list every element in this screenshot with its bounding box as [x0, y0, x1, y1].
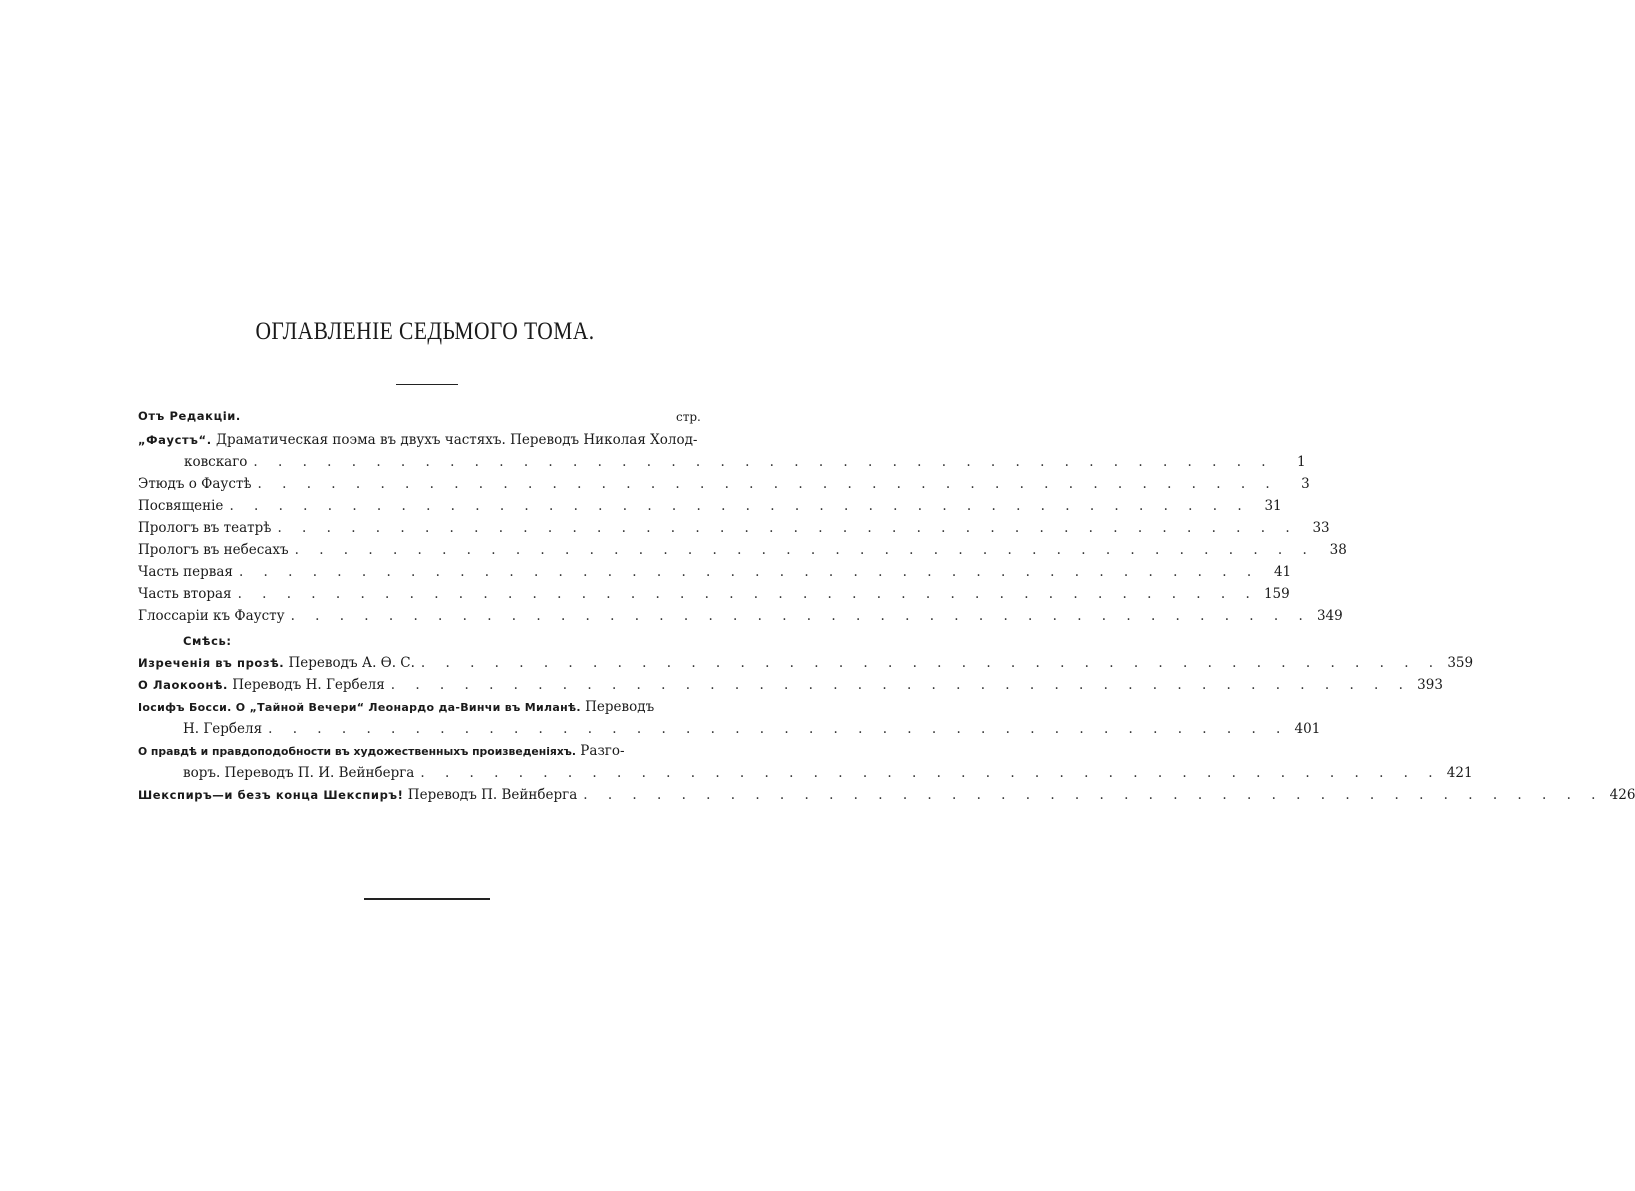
leader-dots: . . . . . . . . . . . . . . . . . . . . . . . . . . . . . . . . . . . . . . . . . .	[290, 608, 1311, 624]
toc-entry-title: Іосифъ Босси. О „Тайной Вечери“ Леонардо да-Винчи въ Миланѣ.	[138, 701, 581, 714]
leader-dots: . . . . . . . . . . . . . . . . . . . . . . . . . . . . . . . . . . . . . . . . . .	[420, 765, 1441, 781]
toc-entry-page: 359	[1447, 655, 1474, 671]
toc-entry-translator: Переводъ П. Вейнберга	[403, 787, 578, 803]
toc-entry[interactable]	[138, 473, 1310, 495]
toc-entry-faust-title: „Фаустъ“.	[138, 433, 212, 447]
leader-dots: . . . . . . . . . . . . . . . . . . . . . . . . . . . . . . . . . . . . . . . . . .	[420, 655, 1442, 671]
leader-dots: . . . . . . . . . . . . . . . . . . . . . . . . . . . . . . . . . . . . . . . . . .	[277, 520, 1298, 536]
toc-entry-page: 41	[1273, 564, 1292, 580]
toc-entry-page: 401	[1294, 721, 1321, 737]
toc-entry-label: Посвященіе	[138, 498, 224, 514]
page-column-label: стр.	[676, 410, 701, 424]
toc-entry-page: 33	[1312, 520, 1330, 536]
toc-entry-label: ковскаго	[184, 454, 248, 470]
toc-entry[interactable]	[138, 539, 1347, 561]
toc-entry[interactable]	[138, 517, 1330, 539]
toc-entry[interactable]	[138, 583, 1290, 605]
toc-entry-page: 159	[1263, 586, 1290, 602]
toc-entry-title: О Лаокоонѣ.	[138, 678, 228, 692]
section-heading: Смѣсь:	[183, 634, 232, 648]
page-title: ОГЛАВЛЕНІЕ СЕДЬМОГО ТОМА.	[255, 318, 595, 345]
toc-entry-cont[interactable]	[183, 718, 1321, 740]
toc-entry-label: воръ. Переводъ П. И. Вейнберга	[183, 765, 415, 781]
toc-entry-page: 1	[1297, 454, 1306, 470]
toc-entry-faust-cont[interactable]	[184, 451, 1306, 473]
toc-entry[interactable]	[138, 495, 1282, 517]
toc-entry-label: Н. Гербеля	[183, 721, 263, 737]
toc-entry-page: 393	[1417, 677, 1443, 693]
toc-entry-faust-heading[interactable]	[138, 429, 708, 451]
toc-entry[interactable]	[138, 784, 1635, 806]
toc-entry-page: 349	[1316, 608, 1343, 624]
leader-dots: . . . . . . . . . . . . . . . . . . . . . . . . . . . . . . . . . . . . . . . . . .	[253, 454, 1274, 470]
leader-dots: . . . . . . . . . . . . . . . . . . . . . . . . . . . . . . . . . . . . . . . . . .	[268, 721, 1289, 737]
toc-entry-label: Прологъ въ театрѣ	[138, 520, 272, 536]
section-heading-misc	[183, 630, 707, 652]
leader-dots: . . . . . . . . . . . . . . . . . . . . . . . . . . . . . . . . . . . . . . . . . .	[237, 586, 1258, 602]
toc-entry-page: 31	[1264, 498, 1282, 514]
leader-dots: . . . . . . . . . . . . . . . . . . . . . . . . . . . . . . . . . . . . . . . . . .	[294, 542, 1315, 558]
toc-entry-label: Часть вторая	[138, 586, 232, 602]
toc-entry-translator: Разго-	[576, 743, 625, 759]
toc-entry-translator: Переводъ А. Ѳ. С.	[284, 655, 415, 671]
toc-entry-page: 426	[1609, 787, 1635, 803]
toc-entry-page: 38	[1329, 542, 1347, 558]
toc-entry-label: Этюдъ о Фаустѣ	[138, 476, 252, 492]
toc-entry-editorial[interactable]	[138, 405, 708, 427]
toc-entry[interactable]	[138, 674, 1443, 696]
toc-entry-label: Прологъ въ небесахъ	[138, 542, 289, 558]
closing-rule	[364, 898, 490, 900]
toc-entry[interactable]	[138, 652, 1474, 674]
toc-entry-page: 3	[1301, 476, 1310, 492]
toc-entry-title: Шекспиръ—и безъ конца Шекспиръ!	[138, 788, 404, 802]
leader-dots: . . . . . . . . . . . . . . . . . . . . . . . . . . . . . . . . . . . . . . . . . .	[229, 498, 1250, 514]
leader-dots: . . . . . . . . . . . . . . . . . . . . . . . . . . . . . . . . . . . . . . . . . .	[238, 564, 1260, 580]
toc-entry-title: О правдѣ и правдоподобности въ художественныхъ произведеніяхъ.	[138, 745, 577, 758]
toc-entry-translator: Переводъ	[580, 699, 655, 715]
toc-entry-faust-subtitle: Драматическая поэма въ двухъ частяхъ. Переводъ Николая Холод-	[211, 432, 698, 448]
toc-entry-translator: Переводъ Н. Гербеля	[227, 677, 385, 693]
toc-entry-label: Отъ Редакціи.	[138, 409, 241, 423]
toc-entry-label: Часть первая	[138, 564, 233, 580]
toc-entry[interactable]	[138, 605, 1343, 627]
toc-entry-title: Изреченія въ прозѣ.	[138, 656, 285, 670]
toc-entry[interactable]	[138, 740, 708, 762]
leader-dots: . . . . . . . . . . . . . . . . . . . . . . . . . . . . . . . . . . . . . . . . . .	[257, 476, 1278, 492]
toc-entry[interactable]	[138, 561, 1292, 583]
leader-dots: . . . . . . . . . . . . . . . . . . . . . . . . . . . . . . . . . . . . . . . . . .	[583, 787, 1604, 803]
toc-entry-page: 421	[1446, 765, 1473, 781]
toc-entry-label: Глоссаріи къ Фаусту	[138, 608, 285, 624]
toc-entry[interactable]	[138, 696, 708, 718]
toc-entry-cont[interactable]	[183, 762, 1473, 784]
leader-dots: . . . . . . . . . . . . . . . . . . . . . . . . . . . . . . . . . . . . . . . . . .	[390, 677, 1411, 693]
